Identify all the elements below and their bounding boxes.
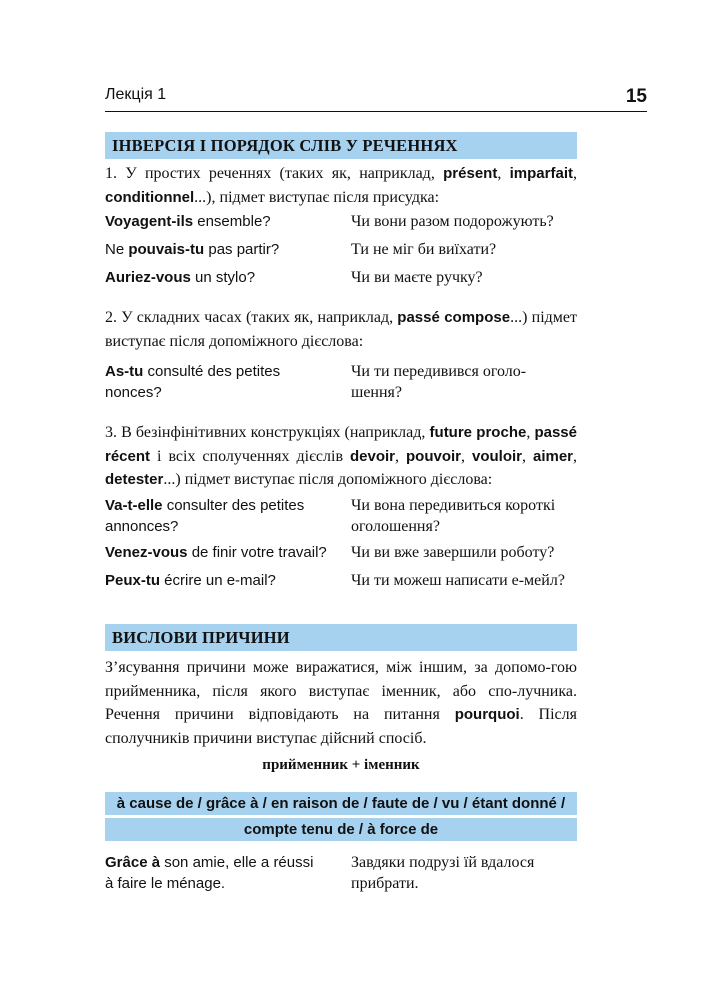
example-uk: Чи вона передивиться короткі оголошення? [351,497,556,535]
paragraph-3: 3. В безінфінітивних конструкціях (наприклад, future proche, passé récent і всіх сполученнях дієслів devoir, pouvoir, vouloir, aimer, detester...) підмет виступає після допоміжного дієслова: [105,424,578,488]
formula: прийменник + іменник [262,757,420,773]
paragraph-1: 1. У простих реченнях (таких як, наприклад, présent, imparfait, conditionnel...), підмет виступає після присудка: [105,165,577,206]
example-fr: As-tu consulté des petites nonces? [105,363,281,401]
example-fr: Venez-vous de finir votre travail? [105,544,327,561]
lecture-label: Лекція 1 [105,86,167,103]
example-uk: Чи ви вже завершили роботу? [351,544,555,561]
example-fr: Va-t-elle consulter des petites annonces? [105,497,305,535]
example-fr: Auriez-vous un stylo? [105,269,256,286]
header-divider [105,111,647,112]
example-uk: Чи ви маєте ручку? [351,269,483,286]
example-uk: Чи вони разом подорожують? [351,213,554,230]
example-fr: Voyagent-ils ensemble? [105,213,271,230]
example-uk: Чи ти можеш написати е-мейл? [351,572,565,589]
page-number: 15 [625,86,647,107]
paragraph-cause: З’ясування причини може виражатися, між іншим, за допомо-гою прийменника, після якого виступає іменник, або спо-лучника. Речення причини відповідають на питання pourquoi. Після сполучників причини виступає дійсний спосіб. [105,659,578,747]
example-uk: Чи ти передивився оголо- шення? [351,363,527,401]
example-fr: Grâce à son amie, elle a réussi à faire le ménage. [105,854,314,892]
example-fr: Peux-tu écrire un e-mail? [105,572,276,589]
example-uk: Ти не міг би виїхати? [351,241,497,258]
section-title-inversion: ІНВЕРСІЯ І ПОРЯДОК СЛІВ У РЕЧЕННЯХ [105,132,577,159]
example-uk: Завдяки подрузі їй вдалося прибрати. [351,854,535,892]
example-fr: Ne pouvais-tu pas partir? [105,241,280,258]
paragraph-2: 2. У складних часах (таких як, наприклад, passé compose...) підмет виступає після допоміжного дієслова: [105,309,577,350]
section-title-cause: ВИСЛОВИ ПРИЧИНИ [105,624,577,651]
prepositions-bar: compte tenu de / à force de [105,818,577,841]
prepositions-bar: à cause de / grâce à / en raison de / faute de / vu / étant donné / [105,792,577,815]
